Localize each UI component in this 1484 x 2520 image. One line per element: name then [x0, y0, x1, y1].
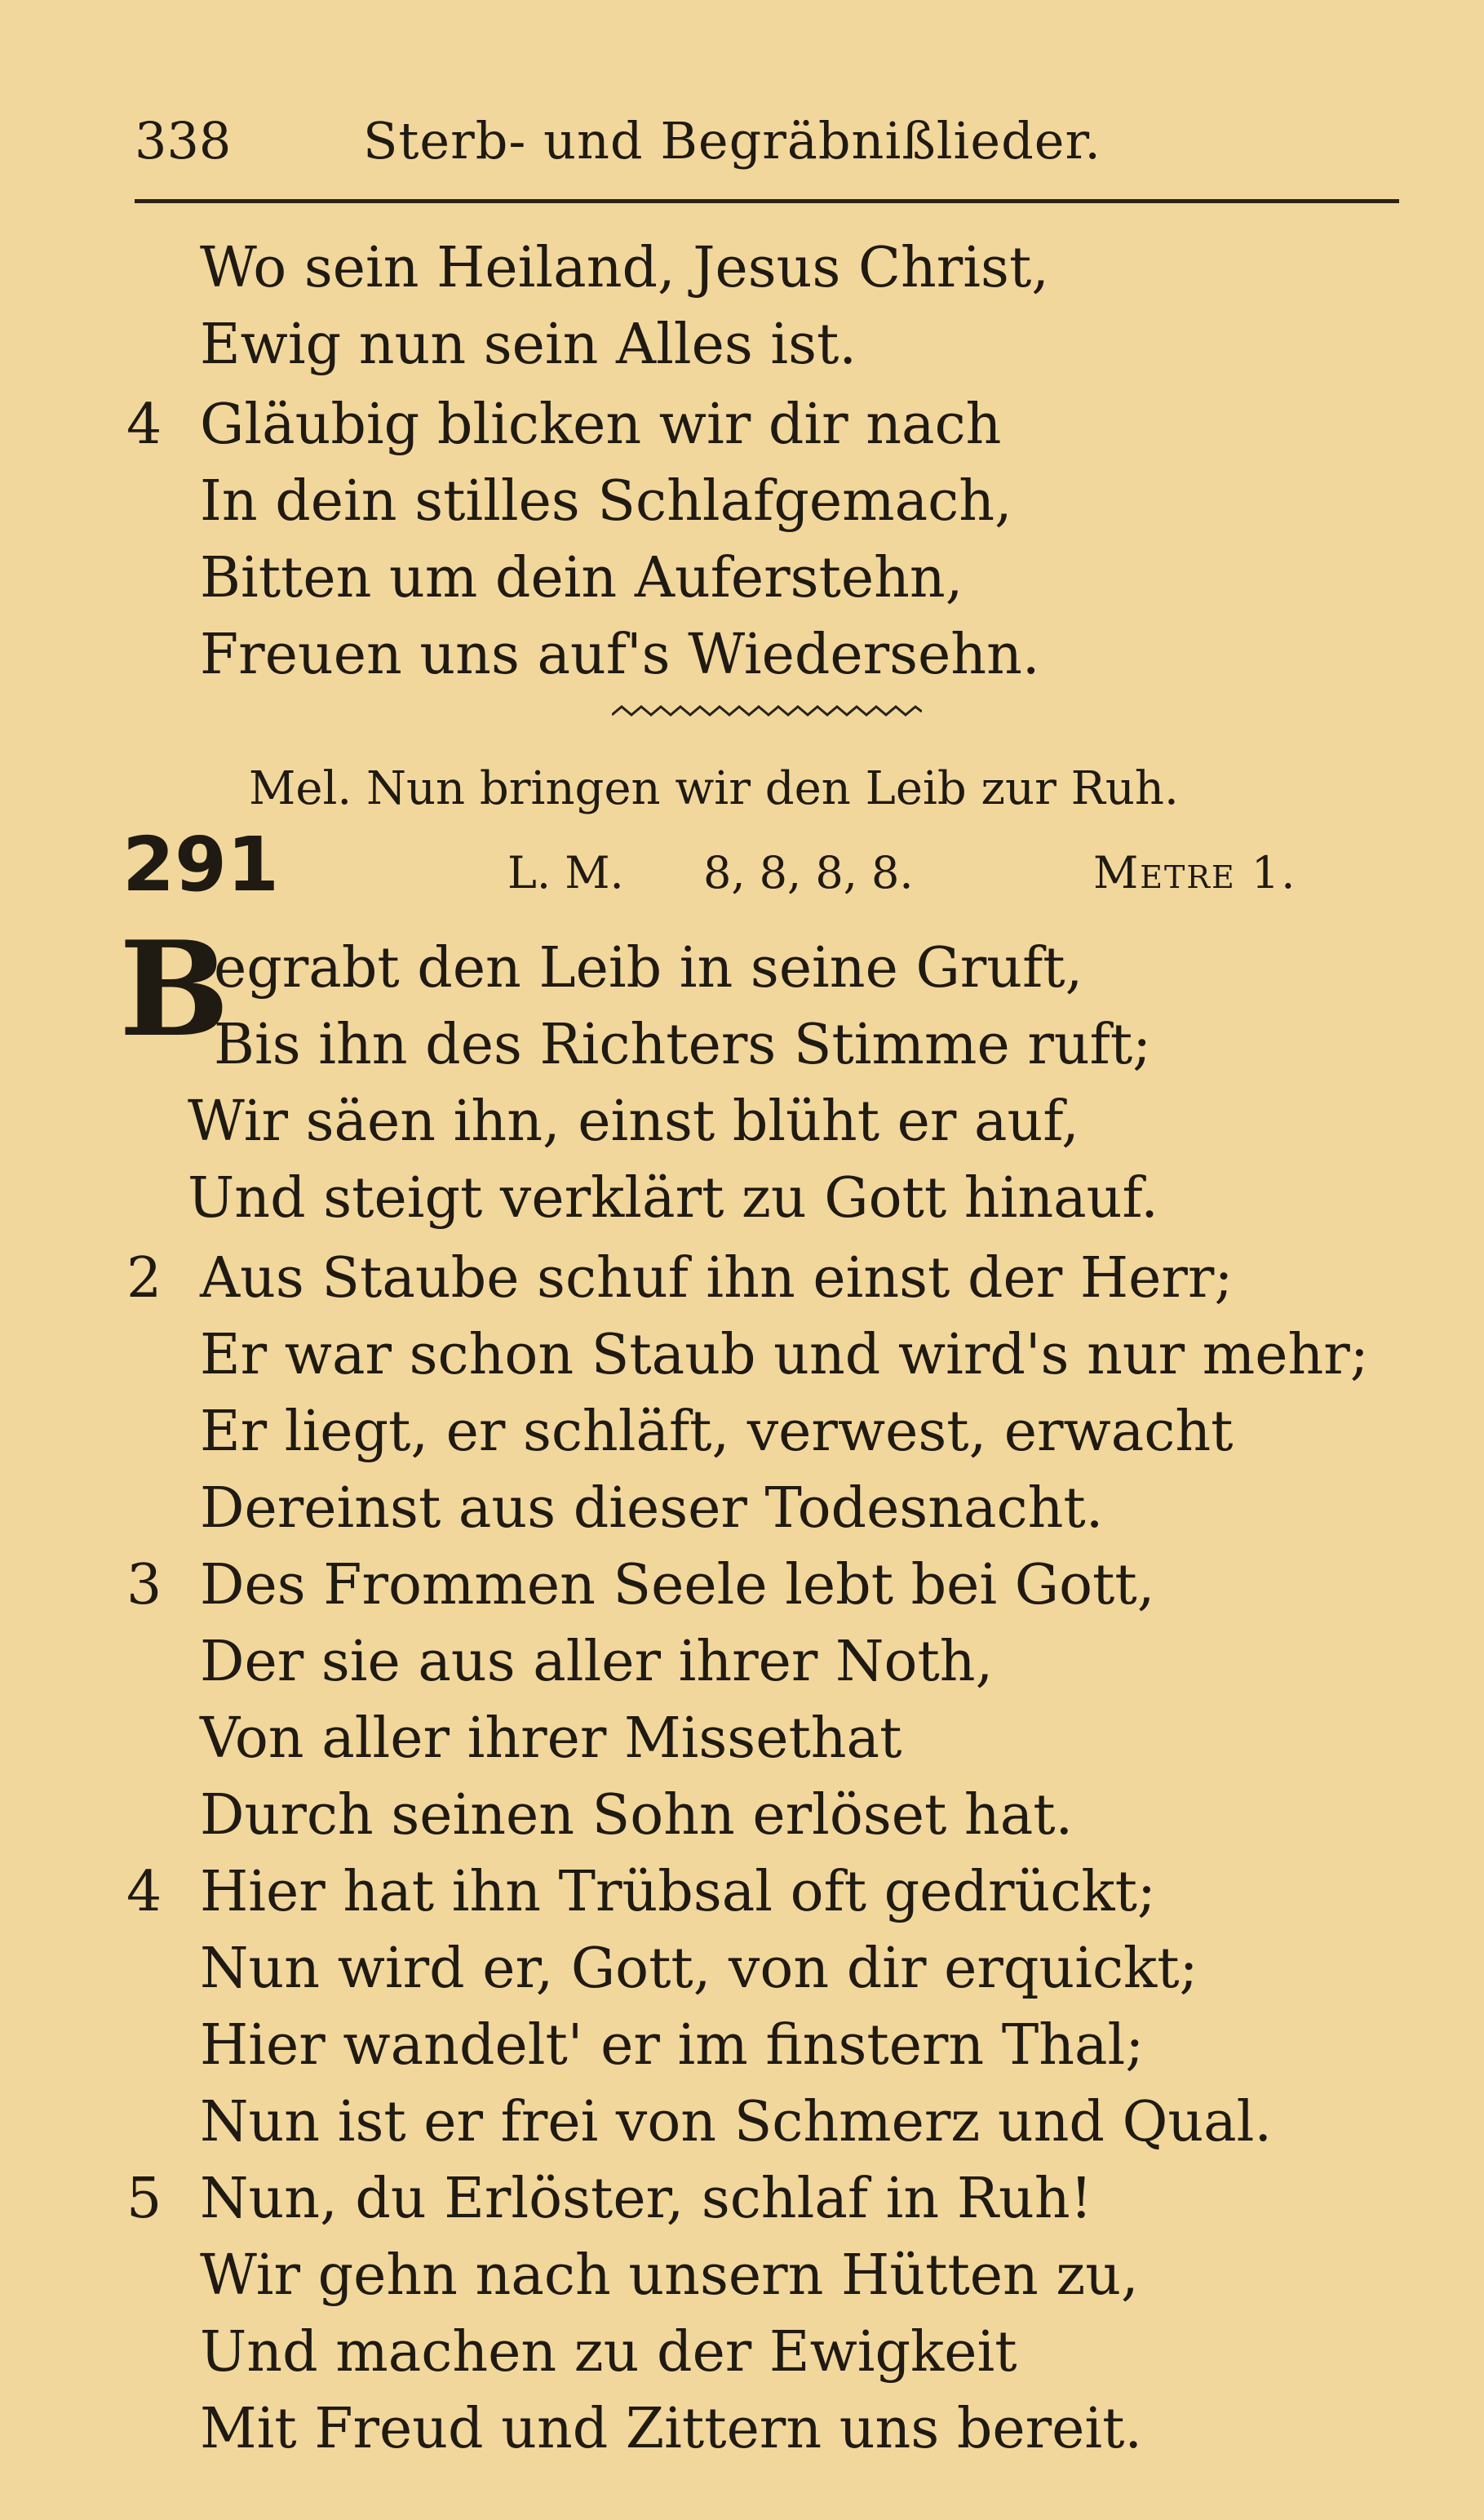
verse-number: 4 — [126, 393, 162, 457]
verse-line: Nun ist er frei von Schmerz und Qual. — [200, 2090, 1273, 2154]
verse-4 — [126, 1854, 1432, 2161]
header-rule — [135, 199, 1399, 203]
verse-line: Bis ihn des Richters Stimme ruft; — [214, 1013, 1152, 1077]
verse-line: In dein stilles Schlafgemach, — [200, 469, 1012, 534]
verse-line: Mit Freud und Zittern uns bereit. — [200, 2397, 1143, 2461]
verse-line: 3 Des Frommen Seele lebt bei Gott, — [126, 1547, 1432, 1624]
verse-line: Und steigt verklärt zu Gott hinauf. — [188, 1166, 1158, 1231]
verse-number: 2 — [126, 1246, 162, 1311]
page-number: 338 — [135, 111, 232, 171]
verse-5 — [126, 2161, 1432, 2468]
verse-number: 4 — [126, 1860, 162, 1924]
verse-line: Er liegt, er schläft, verwest, erwacht — [200, 1400, 1234, 1464]
verse-line: Wo sein Heiland, Jesus Christ, — [200, 236, 1049, 300]
drop-cap: B — [119, 912, 230, 1066]
verse-line: Freuen uns auf's Wiedersehn. — [200, 623, 1040, 687]
verse-line: Er war schon Staub und wird's nur mehr; — [200, 1323, 1369, 1387]
verse-number: 3 — [126, 1553, 162, 1617]
verse-line: Wir gehn nach unsern Hütten zu, — [200, 2243, 1139, 2308]
previous-hymn-continuation — [126, 230, 1432, 384]
running-title: Sterb- und Begräbnißlieder. — [363, 111, 1101, 171]
verse-line: Und machen zu der Ewigkeit — [200, 2320, 1017, 2385]
verse-line: Dereinst aus dieser Todesnacht. — [200, 1476, 1104, 1541]
verse-line: egrabt den Leib in seine Gruft, — [214, 936, 1083, 1000]
verse-line: Durch seinen Sohn erlöset hat. — [200, 1783, 1074, 1848]
previous-hymn-verse-4 — [126, 387, 1432, 694]
verse-line: Von aller ihrer Missethat — [200, 1706, 902, 1771]
verse-line: Nun wird er, Gott, von dir erquickt; — [200, 1937, 1198, 2001]
meter-syllables: 8, 8, 8, 8. — [703, 847, 914, 898]
verse-line: 2 Aus Staube schuf ihn einst der Herr; — [126, 1240, 1432, 1317]
verse-line: 5 Nun, du Erlöster, schlaf in Ruh! — [126, 2161, 1432, 2238]
verse-line: Der sie aus aller ihrer Noth, — [200, 1630, 994, 1694]
verse-1 — [214, 930, 1484, 1084]
verse-2 — [126, 1240, 1432, 1547]
ornament-divider — [612, 700, 922, 725]
hymn-number: 291 — [122, 821, 280, 908]
verse-line: 4 Gläubig blicken wir dir nach — [126, 387, 1432, 464]
verse-line: Wir säen ihn, einst blüht er auf, — [188, 1089, 1079, 1154]
page-header — [135, 96, 1399, 186]
verse-line: Hier wandelt' er im finstern Thal; — [200, 2013, 1145, 2078]
verse-line: Bitten um dein Auferstehn, — [200, 546, 963, 610]
verse-1-cont — [114, 1084, 1420, 1237]
melody-note: Mel. Nun bringen wir den Leib zur Ruh. — [249, 762, 1179, 815]
verse-line: 4 Hier hat ihn Trübsal oft gedrückt; — [126, 1854, 1432, 1931]
metre-label: Metre 1. — [1093, 847, 1297, 898]
verse-line: Ewig nun sein Alles ist. — [200, 313, 857, 377]
verse-3 — [126, 1547, 1432, 1854]
verse-number: 5 — [126, 2167, 162, 2231]
meter-label: L. M. — [507, 847, 624, 898]
